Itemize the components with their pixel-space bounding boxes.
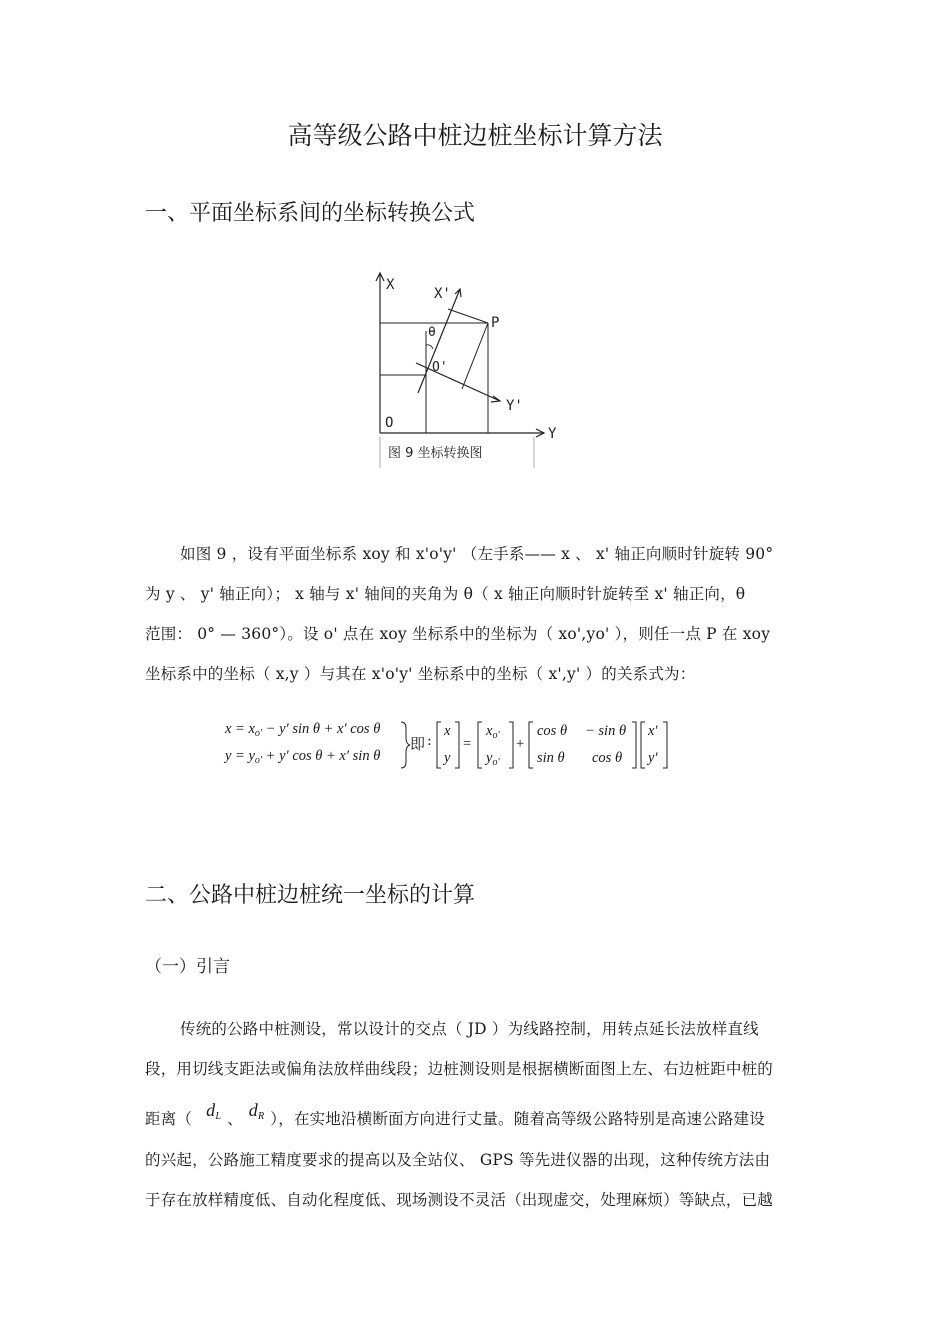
label-y: Y xyxy=(548,426,557,442)
para2-line-3: 距离（ dL 、 dR ），在实地沿横断面方向进行丈量。随着高等级公路特别是高速公路建设 xyxy=(145,1100,765,1128)
formula-eq1: $x = x_{o'} - y'$ sin θ + x′ cos θ xyxy=(225,721,381,739)
vec-prime-right-bracket xyxy=(663,722,667,768)
para2-line-1: 传统的公路中桩测设，常以设计的交点（ JD ）为线路控制，用转点延长法放样直线 xyxy=(180,1020,759,1038)
vec-y: y xyxy=(444,750,451,766)
vec-origin-right-bracket xyxy=(509,722,513,768)
para1-line-3: 范围： 0° — 360°）。设 o' 点在 xoy 坐标系中的坐标为（ xo',yo' ），则任一点 P 在 xoy xyxy=(145,625,771,643)
matrix-sin-21: sin θ xyxy=(537,750,565,766)
para2-line-4: 的兴起，公路施工精度要求的提高以及全站仪、 GPS 等先进仪器的出现，这种传统方法由 xyxy=(145,1151,771,1169)
vec-xy-right-bracket xyxy=(455,722,459,768)
section1-heading: 一、平面坐标系间的坐标转换公式 xyxy=(145,201,476,226)
formula-plus: + xyxy=(516,736,525,752)
section2-subheading: （一）引言 xyxy=(145,957,230,977)
label-o: O xyxy=(385,415,394,431)
label-x: X xyxy=(386,277,395,293)
para1-line-1: 如图 9 ，设有平面坐标系 xoy 和 x'o'y' （左手系—— x 、 x' 轴正向顺时针旋转 90° xyxy=(180,545,774,563)
section2-heading: 二、公路中桩边桩统一坐标的计算 xyxy=(145,883,476,908)
label-y-prime: Y' xyxy=(506,398,523,414)
formula-ji: 即 xyxy=(410,735,426,753)
vec-origin-y: $y_{o'}$ xyxy=(486,750,500,768)
p-to-y-prime-projection xyxy=(462,323,488,389)
label-o-prime: O' xyxy=(432,360,448,375)
figure-caption: 图 9 坐标转换图 xyxy=(388,446,483,461)
system-brace xyxy=(401,722,410,768)
vec-prime-x: x′ xyxy=(648,723,658,739)
formula-colon: : xyxy=(427,733,432,749)
coordinate-transform-figure xyxy=(360,265,560,475)
formula-equals: = xyxy=(463,736,472,752)
matrix-right-bracket xyxy=(632,722,636,768)
vec-prime-left-bracket xyxy=(641,722,645,768)
matrix-cos-11: cos θ xyxy=(537,723,568,739)
vec-origin-x: $x_{o'}$ xyxy=(486,723,500,741)
formula-eq2: $y = y_{o'} + y'$ cos θ + x′ sin θ xyxy=(225,748,381,766)
theta-arc xyxy=(426,345,433,349)
vec-origin-left-bracket xyxy=(478,722,482,768)
para1-line-2: 为 y 、 y' 轴正向）； x 轴与 x' 轴间的夹角为 θ（ x 轴正向顺时针旋转至 x' 轴正向，θ xyxy=(145,585,746,603)
vec-x: x xyxy=(444,723,451,739)
para2-line-2: 段，用切线支距法或偏角法放样曲线段；边桩测设则是根据横断面图上左、右边桩距中桩的 xyxy=(145,1060,774,1078)
vec-prime-y: y′ xyxy=(648,750,658,766)
matrix-cos-22: cos θ xyxy=(592,750,623,766)
p-to-x-prime-projection xyxy=(448,309,488,323)
para1-line-4: 坐标系中的坐标（ x,y ）与其在 x'o'y' 坐标系中的坐标（ x',y' ）的关系式为： xyxy=(145,665,696,683)
matrix-neg-sin-12: − sin θ xyxy=(585,723,627,739)
x-prime-axis xyxy=(418,289,460,393)
page-title: 高等级公路中桩边桩坐标计算方法 xyxy=(287,121,663,150)
y-prime-axis xyxy=(416,363,500,401)
label-theta: θ xyxy=(428,325,436,340)
label-p: P xyxy=(491,315,500,331)
label-x-prime: X' xyxy=(434,286,451,302)
vec-xy-left-bracket xyxy=(437,722,441,768)
para2-line-5: 于存在放样精度低、自动化程度低、现场测设不灵活（出现虚交，处理麻烦）等缺点，已越 xyxy=(145,1191,774,1209)
matrix-left-bracket xyxy=(529,722,533,768)
